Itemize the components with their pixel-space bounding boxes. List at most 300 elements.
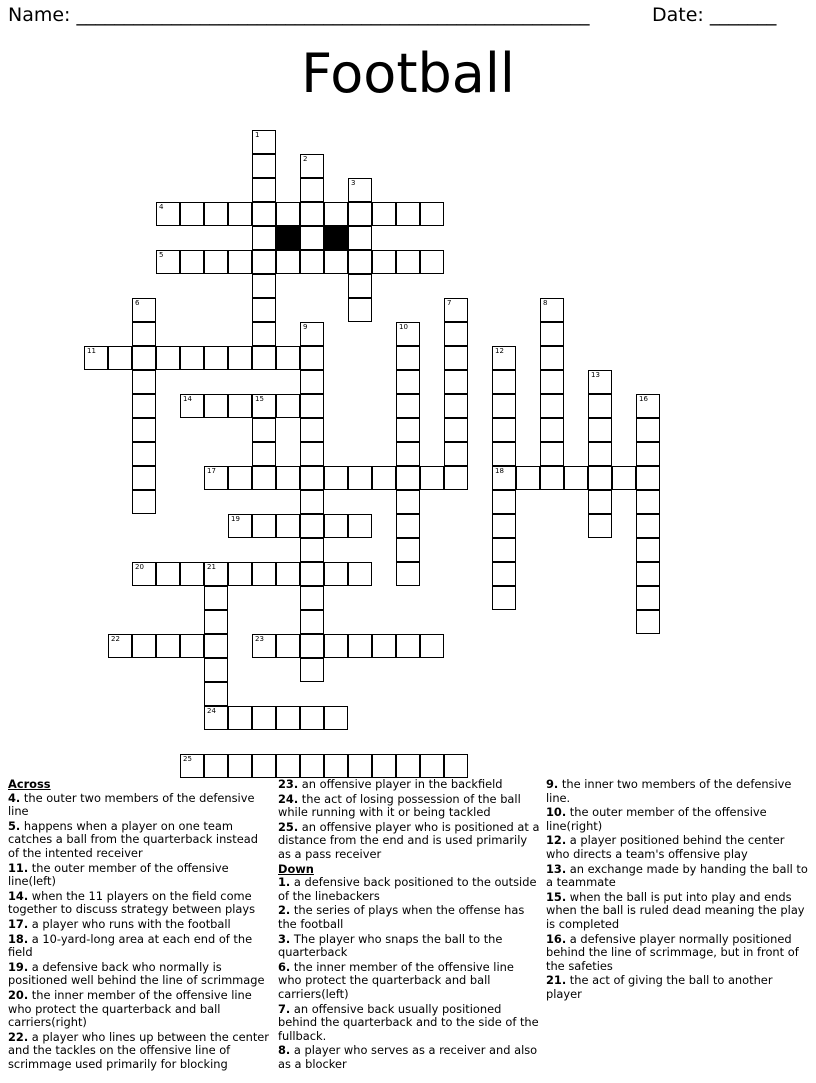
clue-item-text: the inner member of the offensive line who protect the quarterback and ball carriers(right) <box>8 987 252 1030</box>
grid-cell[interactable] <box>156 634 180 658</box>
grid-cell[interactable] <box>612 466 636 490</box>
grid-cell[interactable] <box>228 394 252 418</box>
grid-cell[interactable] <box>492 442 516 466</box>
grid-cell[interactable] <box>420 466 444 490</box>
clue-item-text: a defensive player normally positioned behind the line of scrimmage, but in front of the safeties <box>546 931 799 973</box>
clue-item <box>8 918 270 932</box>
clue-section-heading: Across <box>8 777 51 791</box>
grid-cell[interactable] <box>636 418 660 442</box>
grid-cell[interactable] <box>228 202 252 226</box>
grid-cell[interactable] <box>252 394 276 418</box>
grid-cell[interactable] <box>300 562 324 586</box>
grid-cell[interactable] <box>204 586 228 610</box>
grid-cell[interactable] <box>276 562 300 586</box>
grid-cell[interactable] <box>156 346 180 370</box>
clue-item-text: a player who serves as a receiver and also as a blocker <box>278 1043 538 1071</box>
grid-cell[interactable] <box>300 178 324 202</box>
grid-cell[interactable] <box>252 178 276 202</box>
clue-item <box>278 904 540 931</box>
grid-cell[interactable] <box>396 490 420 514</box>
grid-cell[interactable] <box>492 586 516 610</box>
grid-cell[interactable] <box>540 346 564 370</box>
grid-cell[interactable] <box>252 442 276 466</box>
grid-cell[interactable] <box>276 202 300 226</box>
grid-cell[interactable] <box>372 754 396 778</box>
clue-number: 20 <box>135 563 144 571</box>
grid-cell[interactable] <box>444 754 468 778</box>
clue-item <box>278 961 540 1002</box>
clue-number: 21 <box>207 563 216 571</box>
grid-cell[interactable] <box>348 226 372 250</box>
grid-cell[interactable] <box>300 370 324 394</box>
clue-item-number: 19. <box>8 959 29 974</box>
grid-cell[interactable] <box>348 202 372 226</box>
grid-cell[interactable] <box>396 538 420 562</box>
clue-item <box>8 961 270 988</box>
grid-cell[interactable] <box>252 562 276 586</box>
grid-cell[interactable] <box>228 346 252 370</box>
clue-item-text: an offensive player who is positioned at a distance from the end and is used primarily as a pass receiver <box>278 819 540 861</box>
clue-item <box>8 890 270 917</box>
clue-item-text: the outer member of the offensive line(left) <box>8 860 229 889</box>
grid-cell[interactable] <box>324 706 348 730</box>
grid-cell[interactable] <box>396 754 420 778</box>
grid-cell[interactable] <box>252 346 276 370</box>
clue-number: 17 <box>207 467 216 475</box>
grid-cell[interactable] <box>348 298 372 322</box>
clue-item <box>546 806 808 833</box>
grid-cell[interactable] <box>636 394 660 418</box>
clue-section-heading: Down <box>278 861 314 876</box>
grid-cell[interactable] <box>348 250 372 274</box>
grid-cell[interactable] <box>84 346 108 370</box>
grid-cell[interactable] <box>300 586 324 610</box>
grid-cell[interactable] <box>300 226 324 250</box>
grid-cell[interactable] <box>396 634 420 658</box>
clue-column-1 <box>8 778 270 1072</box>
clue-item <box>278 821 540 862</box>
grid-cell[interactable] <box>300 490 324 514</box>
clue-item-number: 13. <box>546 861 567 876</box>
clue-item-text: a defensive back who normally is positioned well behind the line of scrimmage <box>8 959 265 988</box>
grid-cell[interactable] <box>276 754 300 778</box>
grid-cell[interactable] <box>492 394 516 418</box>
clue-item-number: 20. <box>8 987 29 1002</box>
clue-column-3 <box>546 778 808 1003</box>
clue-item-text: when the ball is put into play and ends when the ball is ruled dead meaning the play is completed <box>546 889 805 931</box>
grid-cell[interactable] <box>444 418 468 442</box>
grid-cell[interactable] <box>492 562 516 586</box>
grid-cell[interactable] <box>636 442 660 466</box>
grid-cell[interactable] <box>396 394 420 418</box>
grid-cell[interactable] <box>324 202 348 226</box>
grid-cell[interactable] <box>636 514 660 538</box>
clue-item <box>8 862 270 889</box>
clue-item <box>546 891 808 932</box>
grid-cell[interactable] <box>300 706 324 730</box>
clue-item-number: 6. <box>278 959 291 974</box>
clue-item-number: 9. <box>546 777 559 791</box>
grid-cell[interactable] <box>348 274 372 298</box>
clue-item <box>8 792 270 819</box>
grid-cell[interactable] <box>540 442 564 466</box>
grid-cell[interactable] <box>228 754 252 778</box>
grid-cell[interactable] <box>180 250 204 274</box>
grid-cell[interactable] <box>588 394 612 418</box>
clue-item-text: the act of losing possession of the ball while running with it or being tackled <box>278 791 521 820</box>
black-square <box>324 226 348 250</box>
clue-number: 5 <box>159 251 164 259</box>
clue-item-text: an offensive player in the backfield <box>298 777 503 791</box>
grid-cell[interactable] <box>564 466 588 490</box>
grid-cell[interactable] <box>396 322 420 346</box>
grid-cell[interactable] <box>276 706 300 730</box>
grid-cell[interactable] <box>204 682 228 706</box>
grid-cell[interactable] <box>492 466 516 490</box>
clue-number: 18 <box>495 467 504 475</box>
clue-item-text: a player positioned behind the center who directs a team's offensive play <box>546 833 785 861</box>
grid-cell[interactable] <box>492 370 516 394</box>
clue-item-number: 11. <box>8 860 29 875</box>
clue-item <box>278 933 540 960</box>
clue-number: 8 <box>543 299 548 307</box>
clue-item-text: the series of plays when the offense has the football <box>278 903 525 931</box>
clue-item-text: a player who lines up between the center and the tackles on the offensive line of scrimmage used primarily for blocking <box>8 1029 269 1071</box>
clue-item-number: 17. <box>8 916 29 931</box>
clue-item-number: 15. <box>546 889 567 904</box>
name-field[interactable]: Name: ______________________________________________________ <box>8 4 590 26</box>
grid-cell[interactable] <box>204 706 228 730</box>
grid-cell[interactable] <box>204 394 228 418</box>
clue-item-text: an exchange made by handing the ball to a teammate <box>546 861 808 890</box>
grid-cell[interactable] <box>300 610 324 634</box>
clue-item-number: 2. <box>278 903 291 918</box>
grid-cell[interactable] <box>156 202 180 226</box>
clue-item-number: 24. <box>278 791 299 806</box>
grid-cell[interactable] <box>420 202 444 226</box>
grid-cell[interactable] <box>132 442 156 466</box>
grid-cell[interactable] <box>300 202 324 226</box>
grid-cell[interactable] <box>348 754 372 778</box>
grid-cell[interactable] <box>300 154 324 178</box>
grid-cell[interactable] <box>324 250 348 274</box>
grid-cell[interactable] <box>252 130 276 154</box>
clue-item-number: 8. <box>278 1043 291 1058</box>
grid-cell[interactable] <box>636 610 660 634</box>
grid-cell[interactable] <box>396 202 420 226</box>
grid-cell[interactable] <box>228 514 252 538</box>
clue-number: 13 <box>591 371 600 379</box>
grid-cell[interactable] <box>300 538 324 562</box>
clue-item <box>8 933 270 960</box>
clue-item-text: the outer two members of the defensive line <box>8 790 255 819</box>
grid-cell[interactable] <box>396 346 420 370</box>
grid-cell[interactable] <box>252 274 276 298</box>
grid-cell[interactable] <box>132 346 156 370</box>
grid-cell[interactable] <box>132 394 156 418</box>
grid-cell[interactable] <box>300 394 324 418</box>
grid-cell[interactable] <box>396 514 420 538</box>
puzzle-title: Football <box>301 42 515 105</box>
clue-item <box>278 793 540 820</box>
grid-cell[interactable] <box>516 466 540 490</box>
grid-cell[interactable] <box>324 754 348 778</box>
clue-item-number: 21. <box>546 973 567 988</box>
grid-cell[interactable] <box>588 466 612 490</box>
clue-item-number: 12. <box>546 833 567 848</box>
grid-cell[interactable] <box>300 658 324 682</box>
grid-cell[interactable] <box>348 634 372 658</box>
clue-number: 22 <box>111 635 120 643</box>
grid-cell[interactable] <box>180 346 204 370</box>
clue-item-number: 14. <box>8 888 29 903</box>
clue-number: 11 <box>87 347 96 355</box>
grid-cell[interactable] <box>540 466 564 490</box>
grid-cell[interactable] <box>396 418 420 442</box>
clue-number: 4 <box>159 203 164 211</box>
grid-cell[interactable] <box>132 562 156 586</box>
grid-cell[interactable] <box>324 562 348 586</box>
grid-cell[interactable] <box>300 754 324 778</box>
grid-cell[interactable] <box>156 562 180 586</box>
clue-item-number: 4. <box>8 790 21 805</box>
clue-item-text: The player who snaps the ball to the quarterback <box>278 931 503 960</box>
clue-number: 24 <box>207 707 216 715</box>
grid-cell[interactable] <box>204 658 228 682</box>
clue-number: 7 <box>447 299 452 307</box>
grid-cell[interactable] <box>636 586 660 610</box>
grid-cell[interactable] <box>372 466 396 490</box>
grid-cell[interactable] <box>132 466 156 490</box>
grid-cell[interactable] <box>180 562 204 586</box>
grid-cell[interactable] <box>180 634 204 658</box>
grid-cell[interactable] <box>252 322 276 346</box>
grid-cell[interactable] <box>444 466 468 490</box>
clue-item-number: 25. <box>278 819 299 834</box>
grid-cell[interactable] <box>588 418 612 442</box>
grid-cell[interactable] <box>180 754 204 778</box>
clue-item-text: a defensive back positioned to the outside of the linebackers <box>278 875 537 903</box>
grid-cell[interactable] <box>252 298 276 322</box>
grid-cell[interactable] <box>540 370 564 394</box>
grid-cell[interactable] <box>252 418 276 442</box>
grid-cell[interactable] <box>252 202 276 226</box>
grid-cell[interactable] <box>636 490 660 514</box>
clue-number: 10 <box>399 323 408 331</box>
grid-cell[interactable] <box>276 394 300 418</box>
grid-cell[interactable] <box>348 178 372 202</box>
grid-cell[interactable] <box>204 202 228 226</box>
grid-cell[interactable] <box>132 322 156 346</box>
grid-cell[interactable] <box>300 514 324 538</box>
clue-list <box>8 778 813 1078</box>
grid-cell[interactable] <box>276 346 300 370</box>
grid-cell[interactable] <box>300 442 324 466</box>
grid-cell[interactable] <box>252 250 276 274</box>
clue-item-text: happens when a player on one team catches a ball from the quarterback instead of the intented receiver <box>8 818 258 860</box>
grid-cell[interactable] <box>252 466 276 490</box>
clue-item-number: 3. <box>278 931 291 946</box>
grid-cell[interactable] <box>420 634 444 658</box>
grid-cell[interactable] <box>252 154 276 178</box>
grid-cell[interactable] <box>204 346 228 370</box>
grid-cell[interactable] <box>540 322 564 346</box>
clue-number: 15 <box>255 395 264 403</box>
grid-cell[interactable] <box>180 202 204 226</box>
clue-item <box>546 834 808 861</box>
clue-item-text: a 10-yard-long area at each end of the field <box>8 931 253 960</box>
clue-item <box>278 1003 540 1044</box>
clue-item <box>8 989 270 1030</box>
clue-item-number: 10. <box>546 805 567 820</box>
grid-cell[interactable] <box>324 634 348 658</box>
grid-cell[interactable] <box>540 298 564 322</box>
clue-item <box>278 1044 540 1071</box>
clue-number: 3 <box>351 179 356 187</box>
grid-cell[interactable] <box>180 394 204 418</box>
grid-cell[interactable] <box>492 418 516 442</box>
grid-cell[interactable] <box>540 394 564 418</box>
grid-cell[interactable] <box>636 538 660 562</box>
grid-cell[interactable] <box>324 466 348 490</box>
grid-cell[interactable] <box>108 346 132 370</box>
clue-item-text: a player who runs with the football <box>28 916 231 931</box>
clue-item-number: 22. <box>8 1029 29 1044</box>
grid-cell[interactable] <box>276 634 300 658</box>
grid-cell[interactable] <box>636 562 660 586</box>
grid-cell[interactable] <box>396 370 420 394</box>
grid-cell[interactable] <box>420 250 444 274</box>
grid-cell[interactable] <box>492 514 516 538</box>
grid-cell[interactable] <box>204 610 228 634</box>
grid-cell[interactable] <box>156 250 180 274</box>
grid-cell[interactable] <box>300 346 324 370</box>
clue-item <box>8 1031 270 1072</box>
grid-cell[interactable] <box>228 250 252 274</box>
clue-number: 12 <box>495 347 504 355</box>
clue-number: 1 <box>255 131 260 139</box>
grid-cell[interactable] <box>372 250 396 274</box>
grid-cell[interactable] <box>396 442 420 466</box>
clue-item <box>546 778 808 805</box>
clue-item-text: the inner two members of the defensive line. <box>546 777 792 805</box>
grid-cell[interactable] <box>252 514 276 538</box>
grid-cell[interactable] <box>132 490 156 514</box>
grid-cell[interactable] <box>492 346 516 370</box>
grid-cell[interactable] <box>348 466 372 490</box>
grid-cell[interactable] <box>204 250 228 274</box>
grid-cell[interactable] <box>204 634 228 658</box>
grid-cell[interactable] <box>300 466 324 490</box>
clue-number: 23 <box>255 635 264 643</box>
grid-cell[interactable] <box>252 634 276 658</box>
grid-cell[interactable] <box>372 634 396 658</box>
grid-cell[interactable] <box>444 442 468 466</box>
clue-item-number: 18. <box>8 931 29 946</box>
grid-cell[interactable] <box>348 562 372 586</box>
grid-cell[interactable] <box>636 466 660 490</box>
clue-item-text: when the 11 players on the field come together to discuss strategy between plays <box>8 888 256 917</box>
grid-cell[interactable] <box>492 490 516 514</box>
grid-cell[interactable] <box>204 562 228 586</box>
clue-item-text: the inner member of the offensive line who protect the quarterback and ball carriers(left) <box>278 959 514 1001</box>
clue-number: 9 <box>303 323 308 331</box>
grid-cell[interactable] <box>300 322 324 346</box>
grid-cell[interactable] <box>444 370 468 394</box>
grid-cell[interactable] <box>276 250 300 274</box>
clue-number: 6 <box>135 299 140 307</box>
grid-cell[interactable] <box>588 490 612 514</box>
clue-item <box>546 863 808 890</box>
clue-item-number: 7. <box>278 1001 291 1016</box>
clue-item <box>546 974 808 1001</box>
grid-cell[interactable] <box>108 634 132 658</box>
clue-item <box>546 933 808 974</box>
grid-cell[interactable] <box>588 442 612 466</box>
grid-cell[interactable] <box>132 634 156 658</box>
grid-cell[interactable] <box>300 418 324 442</box>
grid-cell[interactable] <box>372 202 396 226</box>
clue-item <box>278 778 540 792</box>
grid-cell[interactable] <box>492 538 516 562</box>
grid-cell[interactable] <box>396 466 420 490</box>
black-square <box>276 226 300 250</box>
clue-item-number: 1. <box>278 875 291 890</box>
grid-cell[interactable] <box>444 298 468 322</box>
grid-cell[interactable] <box>348 514 372 538</box>
grid-cell[interactable] <box>228 466 252 490</box>
clue-item-text: an offensive back usually positioned behind the quarterback and to the side of the fullback. <box>278 1001 539 1043</box>
clue-item-number: 16. <box>546 931 567 946</box>
grid-cell[interactable] <box>444 394 468 418</box>
grid-cell[interactable] <box>300 634 324 658</box>
grid-cell[interactable] <box>396 562 420 586</box>
grid-cell[interactable] <box>420 754 444 778</box>
grid-cell[interactable] <box>252 754 276 778</box>
grid-cell[interactable] <box>204 466 228 490</box>
grid-cell[interactable] <box>132 370 156 394</box>
grid-cell[interactable] <box>588 370 612 394</box>
grid-cell[interactable] <box>228 562 252 586</box>
clue-number: 2 <box>303 155 308 163</box>
grid-cell[interactable] <box>276 514 300 538</box>
grid-cell[interactable] <box>132 418 156 442</box>
grid-cell[interactable] <box>252 706 276 730</box>
grid-cell[interactable] <box>444 322 468 346</box>
grid-cell[interactable] <box>204 754 228 778</box>
clue-item <box>8 820 270 861</box>
grid-cell[interactable] <box>300 250 324 274</box>
grid-cell[interactable] <box>324 514 348 538</box>
clue-item-number: 23. <box>278 777 299 791</box>
date-field[interactable]: Date: _______ <box>652 4 777 26</box>
grid-cell[interactable] <box>228 706 252 730</box>
grid-cell[interactable] <box>444 346 468 370</box>
grid-cell[interactable] <box>540 418 564 442</box>
clue-item <box>278 876 540 903</box>
clue-column-2 <box>278 778 540 1072</box>
grid-cell[interactable] <box>396 250 420 274</box>
clue-item-number: 5. <box>8 818 21 833</box>
clue-item-text: the outer member of the offensive line(right) <box>546 805 767 833</box>
clue-number: 16 <box>639 395 648 403</box>
grid-cell[interactable] <box>588 514 612 538</box>
clue-number: 19 <box>231 515 240 523</box>
grid-cell[interactable] <box>276 466 300 490</box>
grid-cell[interactable] <box>252 226 276 250</box>
clue-number: 25 <box>183 755 192 763</box>
grid-cell[interactable] <box>132 298 156 322</box>
